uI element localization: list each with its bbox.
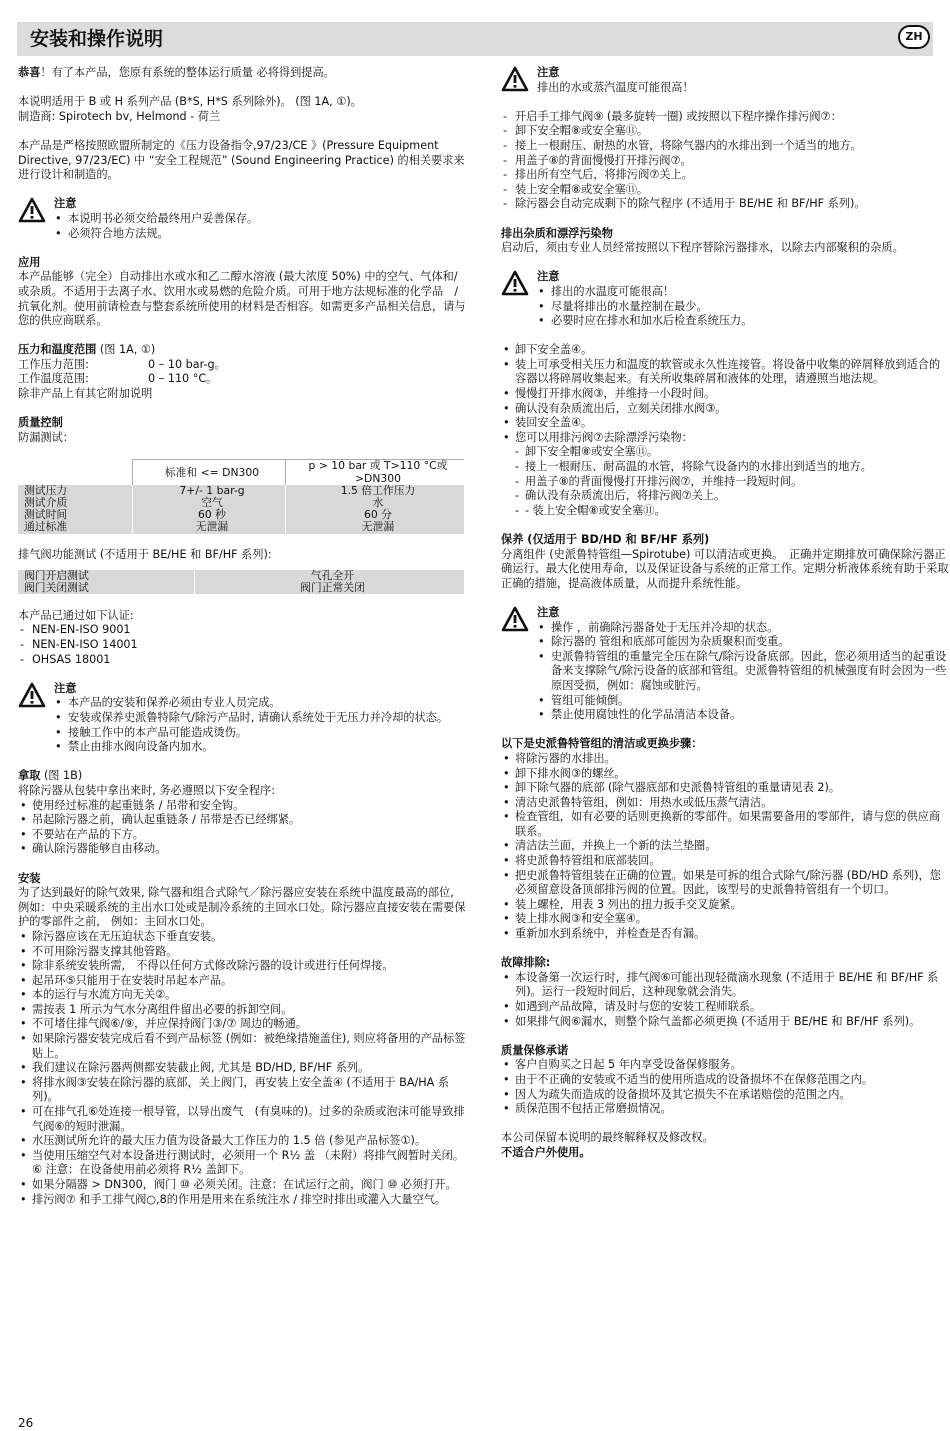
maintenance-text: 分离组件 (史派鲁特管组—Spirotube) 可以清洁或更换。 正确并定期排放可确保除污器正确运行、最大化使用寿命，以及保证设备与系统的正常工作。定期分析液体系统有助于采取正确的措施，提高液体质量，从而提升系统性能。 bbox=[501, 547, 949, 590]
note-title: 注意 bbox=[537, 605, 560, 619]
cert-intro: 本产品已通过如下认证: bbox=[18, 608, 134, 622]
note-title: 注意 bbox=[537, 270, 560, 284]
vent-test-table bbox=[18, 570, 464, 594]
list-item: • 把史派鲁特管组装在正确的位置。如果是可拆的组合式除气/除污器 (BD/HD 系列)，您必须留意设备顶部排污阀的位置。因此，该型号的史派鲁特管组有一个切口。 bbox=[501, 869, 949, 898]
list-item: • 因人为疏失而造成的设备损坏及其它损失不在承诺赔偿的范围之内。 bbox=[501, 1088, 949, 1103]
section-title-application: 应用 bbox=[18, 255, 41, 269]
table-row: 通过标准 无泄漏 无泄漏 bbox=[18, 521, 464, 533]
spec-temperature: 工作温度范围: 0 – 110 °C。 bbox=[18, 372, 218, 386]
list-item: • 除污器应该在无压迫状态下垂直安装。 bbox=[18, 930, 466, 945]
table-row: 测试时间 60 秒 60 分 bbox=[18, 509, 464, 521]
list-item: • 卸下除气器的底部 (除气器底部和史派鲁特管组的重量请见表 2)。 bbox=[501, 781, 949, 796]
list-item: - 接上一根耐压、耐高温的水管，将除气设备内的水排出到适当的地方。 bbox=[501, 460, 949, 475]
note-item: • 本产品的安装和保养必须由专业人员完成。 bbox=[54, 696, 466, 711]
warning-icon bbox=[18, 682, 46, 708]
section-title-drain: 排出杂质和漂浮污染物 bbox=[501, 226, 613, 240]
application-text: 本产品能够（完全）自动排出水或水和乙二醇水溶液 (最大浓度 50%) 中的空气、气体和/或杂质。不适用于去离子水、饮用水或易燃的危险介质。可用于地方法规标准的化学品 / 抗氧化剂。使用前请检查与整套系统所使用的材料是否相容。如需更多产品相关信息，请与您的供应商联系。 bbox=[18, 270, 470, 328]
note-item: • 安装或保养史派鲁特除气/除污产品时, 请确认系统处于无压力并冷却的状态。 bbox=[54, 711, 466, 726]
list-item: • 确认没有杂质流出后，立刻关闭排水阀③。 bbox=[501, 402, 949, 417]
list-item: • 由于不正确的安装或不适当的使用所造成的设备损坏不在保修范围之内。 bbox=[501, 1073, 949, 1088]
note-title: 注意 bbox=[537, 66, 560, 79]
list-item: • 装上可承受相关压力和温度的软管或永久性连接管。将设备中收集的碎屑释放到适合的容器以将碎屑收集起来。有关所收集碎屑和液体的处理，请遵照当地法规。 bbox=[501, 358, 949, 387]
note-item: • 本说明书必须交给最终用户妥善保存。 bbox=[54, 212, 466, 227]
intro-congrats: 恭喜！有了本产品，您原有系统的整体运行质量 必将得到提高。 bbox=[18, 66, 335, 79]
intro-manufacturer: 制造商: Spirotech bv, Helmond - 荷兰 bbox=[18, 109, 221, 123]
list-item: - 用盖子⑧的背面慢慢打开排污阀⑦，并维持一段短时间。 bbox=[501, 475, 949, 490]
note-box bbox=[501, 270, 949, 328]
note-box bbox=[18, 682, 466, 755]
warning-icon bbox=[501, 270, 529, 296]
list-item: - 确认没有杂质流出后，将排污阀⑦关上。 bbox=[501, 489, 949, 504]
cert-item: - OHSAS 18001 bbox=[18, 653, 466, 668]
list-item: • 清洁史派鲁特管组，例如：用热水或低压蒸气清洁。 bbox=[501, 796, 949, 811]
note-item: • 接触工作中的本产品可能造成烫伤。 bbox=[54, 726, 466, 741]
page-title: 安装和操作说明 bbox=[30, 28, 164, 50]
list-item: - 卸下安全帽⑧或安全塞⑪。 bbox=[501, 445, 949, 460]
list-item: - 装上安全帽⑧或安全塞⑪。 bbox=[501, 183, 949, 198]
list-item: • 将除污器的水排出。 bbox=[501, 752, 949, 767]
list-item: - 接上一根耐压、耐热的水管，将除气器内的水排出到一个适当的地方。 bbox=[501, 139, 949, 154]
list-item: • 本设备第一次运行时，排气阀⑥可能出现轻微滴水现象 (不适用于 BE/HE 和 BF/HF 系列)。运行一段短时间后，这种现象就会消失。 bbox=[501, 971, 949, 1000]
note-box bbox=[501, 606, 949, 723]
section-title-warranty: 质量保修承诺 bbox=[501, 1043, 569, 1057]
leak-test-table bbox=[18, 459, 464, 533]
list-item: - 开启手工排气阀⑨ (最多旋转一圈) 或按照以下程序操作排污阀⑦： bbox=[501, 110, 949, 125]
quality-sub: 防漏测试： bbox=[18, 430, 74, 444]
list-item: • 起吊环⑤只能用于在安装时吊起本产品。 bbox=[18, 974, 466, 989]
list-item: • 重新加水到系统中，并检查是否有漏。 bbox=[501, 927, 949, 942]
final-outdoor: 不适合户外使用。 bbox=[501, 1145, 591, 1159]
final-rights: 本公司保留本说明的最终解释权及修改权。 bbox=[501, 1131, 714, 1145]
list-item: • 清洁法兰面，并换上一个新的法兰垫圈。 bbox=[501, 839, 949, 854]
drain-text: 启动后，须由专业人员经常按照以下程序替除污器排水，以除去内部聚积的杂质。 bbox=[501, 241, 904, 255]
section-title-quality: 质量控制 bbox=[18, 416, 63, 430]
section-title-cleaning: 以下是史派鲁特管组的清洁或更换步骤： bbox=[501, 737, 703, 751]
cert-item: - NEN-EN-ISO 14001 bbox=[18, 638, 466, 653]
section-title-pressure: 压力和温度范围 (图 1A, ①) bbox=[18, 343, 156, 357]
list-item: • 慢慢打开排水阀③，并维持一小段时间。 bbox=[501, 387, 949, 402]
note-text: 排出的水或蒸汽温度可能很高！ bbox=[537, 80, 694, 94]
note-item: • 操作 ，前确除污器备处于无压并冷却的状态。 bbox=[537, 621, 949, 636]
list-item: • 除非系统安装所需, 不得以任何方式修改除污器的设计或进行任何焊接。 bbox=[18, 959, 466, 974]
list-item: • 吊起除污器之前，确认起重链条 / 吊带是否已经绑紧。 bbox=[18, 813, 466, 828]
section-title-take: 拿取 (图 1B) bbox=[18, 769, 83, 783]
take-text: 将除污器从包装中拿出来时, 务必遵照以下安全程序: bbox=[18, 783, 276, 797]
list-item: • 如遇到产品故障，请及时与您的安装工程师联系。 bbox=[501, 1000, 949, 1015]
spec-pressure: 工作压力范围: 0 – 10 bar-g。 bbox=[18, 357, 226, 371]
note-item: • 除污器的 管组和底部可能因为杂质聚积而变重。 bbox=[537, 635, 949, 650]
table-row: 阀门关闭测试 阀门正常关闭 bbox=[18, 582, 464, 594]
note-item: • 必要时应在排水和加水后检查系统压力。 bbox=[537, 314, 949, 329]
list-item: • 使用经过标准的起重链条 / 吊带和安全钩。 bbox=[18, 799, 466, 814]
list-item: - - 装上安全帽⑧或安全塞⑪。 bbox=[501, 504, 949, 519]
note-item: • 史派鲁特管组的重量完全压在除气/除污设备底部。因此，您必须用适当的起重设备来支撑除气/除污设备的底部和管组。史派鲁特管组的机械强度有时会因为一些原因受损，例如：腐蚀或脏污。 bbox=[537, 650, 949, 694]
intro-directive: 本产品是严格按照欧盟所制定的《压力设备指令,97/23/CE 》(Pressure Equipment Directive, 97/23/EC) 中 “安全工程规范” (Sound Engineering Practice) 的相关要求来进行设计和制造的。 bbox=[18, 138, 465, 182]
list-item: • 当使用压缩空气对本设备进行测试时，必须用一个 R½ 盖 （未附）将排气阀暂时关闭。 ⑥ 注意：在设备使用前必须将 R½ 盖卸下。 bbox=[18, 1149, 466, 1178]
note-item: • 尽量将排出的水量控制在最少。 bbox=[537, 300, 949, 315]
table-row: 测试介质 空气 水 bbox=[18, 497, 464, 509]
language-badge: ZH bbox=[898, 25, 930, 49]
list-item: • 装上螺栓，用表 3 列出的扭力扳手交叉旋紧。 bbox=[501, 898, 949, 913]
note-title: 注意 bbox=[54, 197, 77, 211]
list-item: • 本的运行与水流方向无关②。 bbox=[18, 988, 466, 1003]
list-item: • 不要站在产品的下方。 bbox=[18, 828, 466, 843]
page-number: 26 bbox=[18, 1416, 34, 1430]
list-item: • 客户自购买之日起 5 年内享受设备保修服务。 bbox=[501, 1058, 949, 1073]
list-item: • 检查管组，如有必要的话则更换新的零部件。如果需要备用的零部件，请与您的供应商联系。 bbox=[501, 810, 949, 839]
list-item: - 排出所有空气后，将排污阀⑦关上。 bbox=[501, 168, 949, 183]
list-item: • 装上排水阀③和安全塞④。 bbox=[501, 912, 949, 927]
list-item: • 装回安全盖④。 bbox=[501, 416, 949, 431]
install-text: 为了达到最好的除气效果, 除气器和组合式除气／除污器应安装在系统中温度最高的部位, 例如：中央采暖系统的主出水口处或是制冷系统的主回水口处。除污器应直接安装在需要保护的零部件之前, 例如：主回水口处。 bbox=[18, 886, 466, 929]
list-item: - 用盖子⑧的背面慢慢打开排污阀⑦。 bbox=[501, 154, 949, 169]
list-item: • 如果除污器安装完成后看不到产品标签 (例如：被绝缘措施盖住), 则应将备用的产品标签贴上。 bbox=[18, 1032, 466, 1061]
list-item: - 卸下安全帽⑧或安全塞⑪。 bbox=[501, 124, 949, 139]
list-item: • 确认除污器能够自由移动。 bbox=[18, 842, 466, 857]
note-item: • 必须符合地方法规。 bbox=[54, 227, 466, 242]
vent-test-title: 排气阀功能测试 (不适用于 BE/HE 和 BF/HF 系列): bbox=[18, 548, 272, 562]
warning-icon bbox=[501, 606, 529, 632]
pressure-note: 除非产品上有其它附加说明 bbox=[18, 387, 153, 401]
list-item: • 如果分隔器 > DN300，阀门 ⑩ 必须关闭。注意：在试运行之前，阀门 ⑩ 必须打开。 bbox=[18, 1178, 466, 1193]
note-box bbox=[501, 66, 949, 95]
warning-icon bbox=[501, 66, 529, 92]
section-title-troubleshooting: 故障排除: bbox=[501, 956, 551, 970]
note-item: • 管组可能倾倒。 bbox=[537, 694, 949, 709]
right-column bbox=[501, 66, 949, 1161]
note-box bbox=[18, 197, 466, 241]
table-row: 测试压力 7+/- 1 bar-g 1.5 倍工作压力 bbox=[18, 485, 464, 497]
list-item: • 将史派鲁特管组和底部装回。 bbox=[501, 854, 949, 869]
list-item: - 除污器会自动完成剩下的除气程序 (不适用于 BE/HE 和 BF/HF 系列)。 bbox=[501, 197, 949, 212]
section-title-install: 安装 bbox=[18, 871, 41, 885]
list-item: • 排污阀⑦ 和手工排气阀○,8的作用是用来在系统注水 / 排空时排出或灌入大量空气。 bbox=[18, 1193, 466, 1208]
note-title: 注意 bbox=[54, 681, 77, 695]
list-item: • 需按表 1 所示为气水分离组件留出必要的拆卸空间。 bbox=[18, 1003, 466, 1018]
list-item: • 水压测试所允许的最大压力值为设备最大工作压力的 1.5 倍 (参见产品标签①)。 bbox=[18, 1134, 466, 1149]
list-item: • 不可用除污器支撑其他管路。 bbox=[18, 945, 466, 960]
table-header-row: 标准和 <= DN300 p > 10 bar 或 T>110 °C或 >DN300 bbox=[18, 460, 464, 485]
list-item: • 将排水阀③安装在除污器的底部，关上阀门，再安装上安全盖④ (不适用于 BA/HA 系列)。 bbox=[18, 1076, 466, 1105]
list-item: • 卸下排水阀③的螺丝。 bbox=[501, 767, 949, 782]
list-item: • 可在排气孔⑥处连接一根导管，以导出废气 (有臭味的)。过多的杂质或泡沫可能导致排气阀⑥的短时泄漏。 bbox=[18, 1105, 466, 1134]
intro-scope: 本说明适用于 B 或 H 系列产品 (B*S, H*S 系列除外)。 (图 1A, ①)。 bbox=[18, 95, 362, 109]
note-item: • 禁止使用腐蚀性的化学品清洁本设备。 bbox=[537, 708, 949, 723]
left-column bbox=[18, 66, 470, 1207]
list-item: • 如果排气阀⑥漏水，则整个除气盖都必须更换 (不适用于 BE/HE 和 BF/HF 系列)。 bbox=[501, 1015, 949, 1030]
table-row: 阀门开启测试 气孔全开 bbox=[18, 570, 464, 582]
list-item: • 我们建议在除污器两侧都安装截止阀, 尤其是 BD/HD, BF/HF 系列。 bbox=[18, 1061, 466, 1076]
note-item: • 排出的水温度可能很高！ bbox=[537, 285, 949, 300]
list-item: • 不可堵住排气阀⑥/⑨，并应保持阀门③/⑦ 周边的畅通。 bbox=[18, 1017, 466, 1032]
warning-icon bbox=[18, 197, 46, 223]
list-item: • 您可以用排污阀⑦去除漂浮污染物： bbox=[501, 431, 949, 446]
cert-item: - NEN-EN-ISO 9001 bbox=[18, 623, 466, 638]
list-item: • 质保范围不包括正常磨损情况。 bbox=[501, 1102, 949, 1117]
section-title-maintenance: 保养 (仅适用于 BD/HD 和 BF/HF 系列) bbox=[501, 533, 710, 546]
list-item: • 卸下安全盖④。 bbox=[501, 343, 949, 358]
note-item: • 禁止由排水阀向设备内加水。 bbox=[54, 740, 466, 755]
